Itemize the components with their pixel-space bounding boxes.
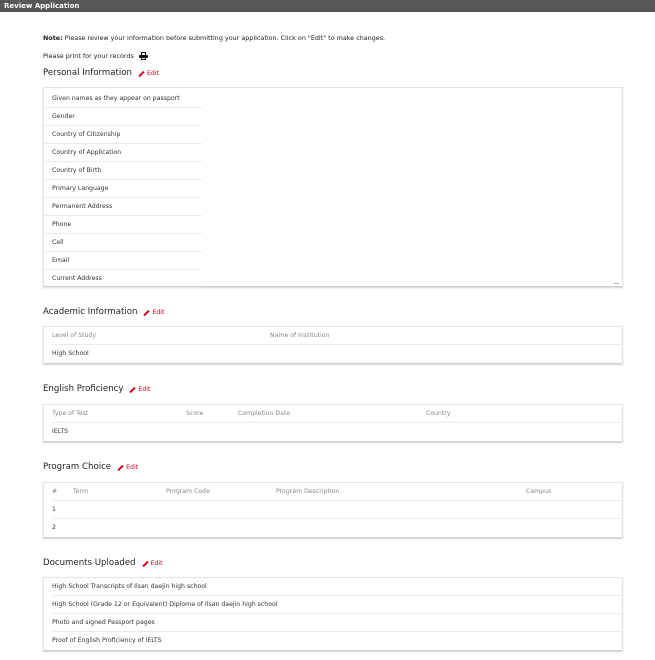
personal-field-row — [44, 234, 202, 252]
table-row — [44, 519, 622, 537]
program-choice-header — [43, 462, 138, 472]
personal-field-label: Current Address — [52, 275, 102, 282]
documents-uploaded-list — [43, 577, 623, 651]
window-title: Review Application — [0, 0, 655, 12]
edit-label: Edit — [150, 559, 163, 567]
column-header: Term — [73, 488, 88, 495]
table-cell: High School — [52, 350, 89, 357]
personal-field-row — [44, 162, 202, 180]
personal-info-card — [43, 87, 623, 287]
personal-info-title: Personal Information — [43, 68, 133, 78]
table-cell: IELTS — [52, 428, 69, 435]
note-text: Please review your information before submitting your application. Click on "Edit" to make changes. — [62, 34, 386, 42]
column-header: Name of Institution — [270, 332, 330, 339]
personal-field-row — [44, 198, 202, 216]
pencil-icon — [142, 309, 149, 316]
column-header: Type of Test — [52, 410, 89, 417]
academic-info-edit-link[interactable] — [142, 308, 164, 316]
column-header: Program Code — [166, 488, 210, 495]
personal-field-row — [44, 270, 202, 288]
note-label: Note: — [43, 34, 63, 42]
edit-label: Edit — [152, 308, 165, 316]
column-header: Level of Study — [52, 332, 97, 339]
academic-info-header — [43, 307, 164, 317]
document-name: High School (Grade 12 or Equivalent) Diploma of Ilsan daejin high school — [52, 601, 278, 608]
edit-label: Edit — [138, 385, 151, 393]
documents-uploaded-title: Documents Uploaded — [43, 558, 136, 568]
english-proficiency-header — [43, 384, 150, 394]
english-proficiency-table — [43, 404, 623, 442]
column-header: Program Description — [276, 488, 340, 495]
document-name: Photo and signed Passport pages — [52, 619, 155, 626]
table-row — [44, 501, 622, 519]
print-icon[interactable] — [139, 52, 148, 60]
column-header: Completion Date — [238, 410, 291, 417]
pencil-icon — [116, 464, 123, 471]
personal-field-row — [44, 90, 202, 108]
table-row — [44, 345, 622, 363]
personal-field-row — [44, 216, 202, 234]
pencil-icon — [128, 386, 135, 393]
documents-uploaded-header — [43, 558, 163, 568]
table-cell: 1 — [52, 506, 56, 513]
personal-field-label: Country of Citizenship — [52, 131, 121, 138]
column-header: Score — [186, 410, 204, 417]
personal-field-row — [44, 126, 202, 144]
print-reminder — [43, 52, 148, 60]
table-header-row — [44, 483, 622, 501]
edit-label: Edit — [147, 69, 159, 77]
list-item — [44, 632, 622, 650]
resize-grip[interactable] — [614, 283, 619, 284]
personal-info-header — [43, 68, 159, 78]
personal-field-label: Permanent Address — [52, 203, 113, 210]
pencil-icon — [137, 70, 144, 77]
table-row — [44, 423, 622, 441]
documents-uploaded-edit-link[interactable] — [141, 559, 163, 567]
personal-field-label: Primary Language — [52, 185, 109, 192]
list-item — [44, 596, 622, 614]
personal-field-label: Country of Application — [52, 149, 122, 156]
english-proficiency-edit-link[interactable] — [128, 385, 150, 393]
list-item — [44, 614, 622, 632]
personal-field-label: Cell — [52, 239, 64, 246]
personal-info-edit-link[interactable] — [137, 69, 159, 77]
table-cell: 2 — [52, 524, 56, 531]
personal-field-row — [44, 144, 202, 162]
review-note — [43, 34, 385, 42]
pencil-icon — [141, 560, 148, 567]
column-header: Campus — [526, 488, 552, 495]
table-header-row — [44, 405, 622, 423]
program-choice-edit-link[interactable] — [116, 463, 138, 471]
document-name: Proof of English Proficiency of IELTS — [52, 637, 162, 644]
personal-field-row — [44, 108, 202, 126]
personal-field-row — [44, 180, 202, 198]
table-header-row — [44, 327, 622, 345]
program-choice-table — [43, 482, 623, 538]
academic-info-title: Academic Information — [43, 307, 138, 317]
personal-field-row — [44, 252, 202, 270]
edit-label: Edit — [126, 463, 139, 471]
column-header: # — [52, 488, 58, 495]
column-header: Country — [426, 410, 451, 417]
personal-field-label: Phone — [52, 221, 72, 228]
document-name: High School Transcripts of Ilsan daejin high school — [52, 583, 207, 590]
personal-field-label: Country of Birth — [52, 167, 102, 174]
print-text: Please print for your records — [43, 52, 134, 60]
academic-info-table — [43, 326, 623, 364]
english-proficiency-title: English Proficiency — [43, 384, 124, 394]
list-item — [44, 578, 622, 596]
personal-field-label: Given names as they appear on passport — [52, 95, 180, 102]
program-choice-title: Program Choice — [43, 462, 112, 472]
personal-field-label: Gender — [52, 113, 75, 120]
personal-field-label: Email — [52, 257, 70, 264]
